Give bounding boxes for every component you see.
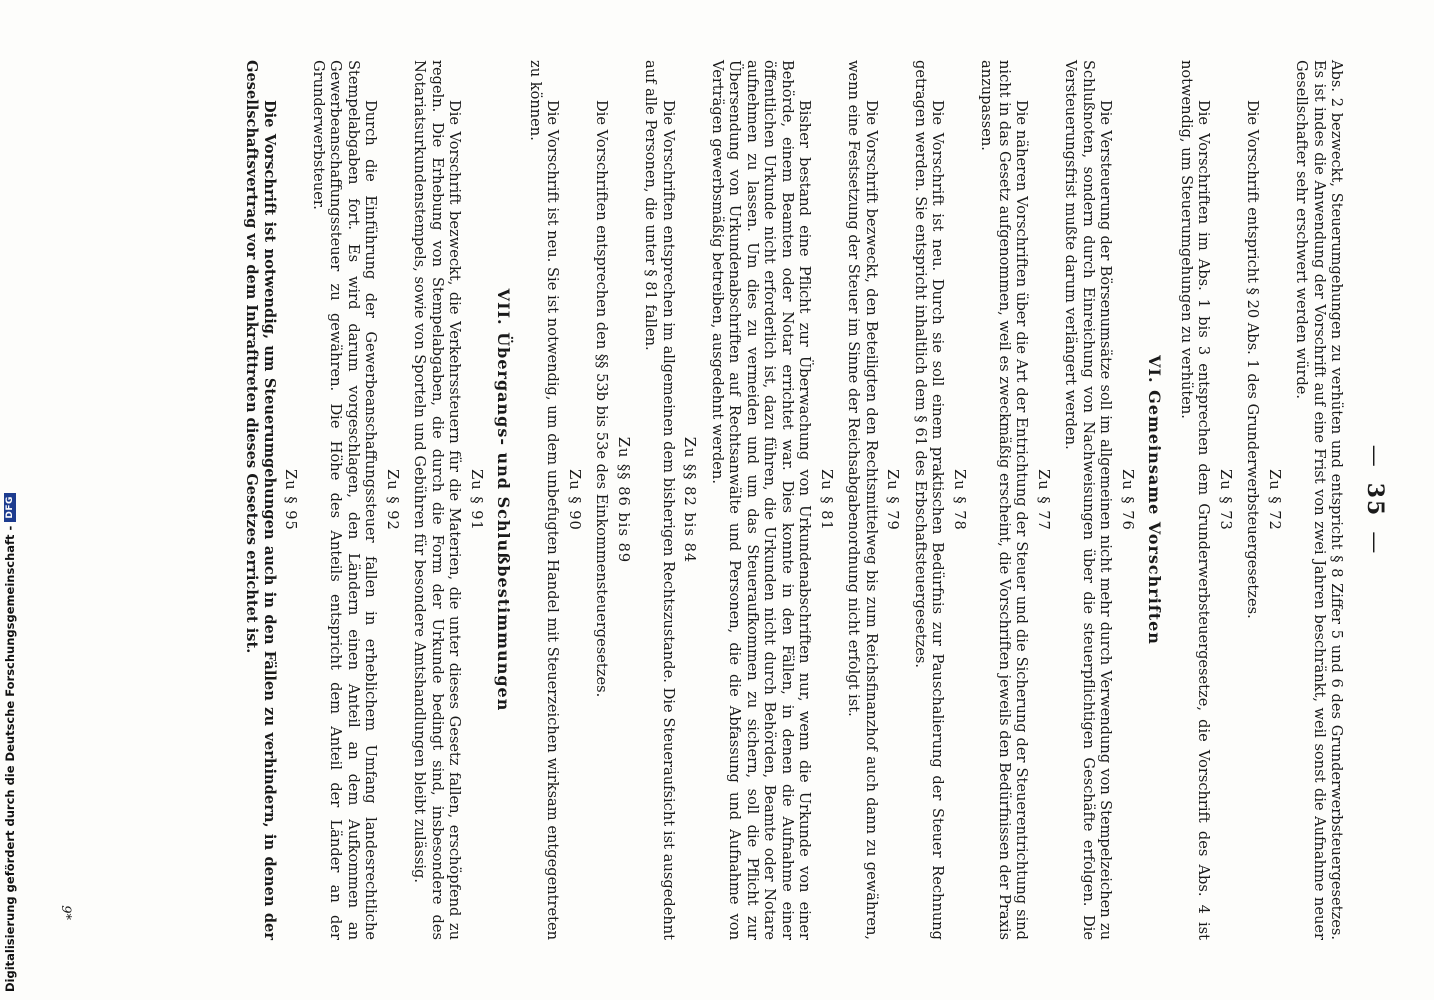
paragraph: Die Vorschrift bezweckt, den Beteiligten den Rechtsmittelweg bis zum Reichsfinanzhof auch dann zu gewähren, wenn eine Festsetzung der Steuer im Sinne der Reichsabgabenordnung nicht erfolgt ist.	[845, 60, 880, 940]
document-page	[37, 20, 1397, 980]
section-heading: Zu §§ 86 bis 89	[615, 436, 632, 564]
paragraph: Die näheren Vorschriften über die Art der Entrichtung der Steuer und die Sicherung der Steuerentrichtung sind nicht in das Gesetz aufgenommen, weil es zweckmäßig erscheint, die Vorschriften jeweils den Bedürfnissen der Praxis anzupassen.	[978, 60, 1031, 940]
section-heading: Zu § 77	[1035, 469, 1052, 531]
chapter-heading: VII. Übergangs- und Schlußbestimmungen	[494, 288, 514, 712]
page-number-value: 35	[1362, 482, 1388, 518]
section-heading: Zu § 79	[884, 469, 902, 531]
paragraph: Die Vorschrift bezweckt, die Verkehrssteuern für die Materien, die unter dieses Gesetz fallen, erschöpfend zu regeln. Die Erhebung von Stempelabgaben, die durch die Form der Urkunde bedingt sind, insbesondere des Notariatsurkundenstempels, sowie von Sporteln und Gebühren für besondere Amtshandlungen bleibt zulässig.	[411, 60, 464, 940]
paragraph: Die Vorschrift entspricht § 20 Abs. 1 des Grunderwerbsteuergesetzes.	[1244, 100, 1262, 619]
paragraph: Die Versteuerung der Börsenumsätze soll im allgemeinen nicht mehr durch Verwendung von Stempelzeichen zu Schlußnoten, sondern durch Einreichung von Nachweisungen über die steuerpflichtigen Geschäfte erfolgen. Die Versteuerungsfrist mußte darum verlängert werden.	[1062, 60, 1115, 940]
section-heading: Zu § 73	[1217, 469, 1234, 531]
page-number	[1362, 60, 1388, 940]
section-heading: Zu § 78	[951, 469, 968, 531]
digitization-credit	[2, 0, 18, 1000]
section-heading: Zu § 90	[566, 469, 583, 531]
paragraph: Durch die Einführung der Gewerbeanschaffungssteuer fallen in erheblichem Umfang landesrechtliche Stempelabgaben fort. Es wird darum vorgeschlagen, den Ländern einen Anteil an dem Aufkommen an Gewerbeanschaffungssteuer zu gewähren. Die Höhe des Anteils entspricht dem Anteil der Länder an der Grunderwerbsteuer.	[310, 60, 380, 940]
section-heading: Zu § 95	[282, 469, 300, 531]
section-heading: Zu § 76	[1119, 469, 1136, 531]
paragraph: Die Vorschrift ist notwendig, um Steuerumgehungen auch in den Fällen zu verhindern, in denen der Gesellschaftsvertrag vor dem Inkrafttreten dieses Gesetzes errichtet ist.	[243, 60, 278, 940]
credit-text: Digitalisierung gefördert durch die Deutsche Forschungsgemeinschaft -	[3, 525, 17, 992]
chapter-heading: VI. Gemeinsame Vorschriften	[1145, 355, 1165, 645]
paragraph: Die Vorschriften entsprechen den §§ 53b bis 53e des Einkommensteuergesetzes.	[593, 100, 611, 698]
page-number-dash-left: —	[1362, 444, 1387, 469]
section-heading: Zu §§ 82 bis 84	[681, 436, 699, 564]
page-number-dash-right: —	[1362, 531, 1387, 556]
paragraph: Bisher bestand eine Pflicht zur Überwachung von Urkundenabschriften nur, wenn die Urkunde von einer Behörde, einem Beamten oder Notar errichtet war. Dies konnte in den Fällen, in denen die Aufnahme einer öffentlichen Urkunde nicht erforderlich ist, dazu führen, die Urkunden nicht durch Behörden, Beamte oder Notare aufnehmen zu lassen. Um dies zu vermeiden und um das Steueraufkommen zu sichern, soll die Pflicht zur Übersendung von Urkundenabschriften auf Rechtsanwälte und Personen, die die Abfassung und Aufnahme von Verträgen gewerbsmäßig betreiben, ausgedehnt werden.	[709, 60, 814, 940]
dfg-logo: DFG	[4, 493, 16, 522]
printer-signature: 9*	[58, 905, 74, 920]
section-heading: Zu § 92	[384, 469, 401, 531]
section-heading: Zu § 81	[818, 469, 835, 531]
paragraph: Die Vorschrift ist neu. Durch sie soll einem praktischen Bedürfnis zur Pauschalierung der Steuer Rechnung getragen werden. Sie entspricht inhaltlich dem § 61 des Erbschaftsteuergesetzes.	[912, 60, 947, 940]
section-heading: Zu § 91	[468, 469, 485, 531]
paragraph: Die Vorschriften entsprechen im allgemeinen dem bisherigen Rechtszustande. Die Steueraufsicht ist ausgedehnt auf alle Personen, die unter § 81 fallen.	[642, 60, 677, 940]
paragraph: Abs. 2 bezweckt, Steuerumgehungen zu verhüten und entspricht § 8 Ziffer 5 und 6 des Grunderwerbsteuergesetzes. Es ist indes die Anwendung der Vorschrift auf eine Frist von zwei Jahren beschränkt, weil sonst die Aufnahme neuer Gesellschafter sehr erschwert werden würde.	[1293, 60, 1346, 940]
document-body	[243, 60, 1346, 940]
section-heading: Zu § 72	[1266, 469, 1283, 531]
paragraph: Die Vorschrift ist neu. Sie ist notwendig, um dem unbefugten Handel mit Steuerzeichen wirksam entgegentreten zu können.	[527, 60, 562, 940]
paragraph: Die Vorschriften im Abs. 1 bis 3 entsprechen dem Grunderwerbsteuergesetze, die Vorschrift des Abs. 4 ist notwendig, um Steuerumgehungen zu verhüten.	[1178, 60, 1213, 940]
